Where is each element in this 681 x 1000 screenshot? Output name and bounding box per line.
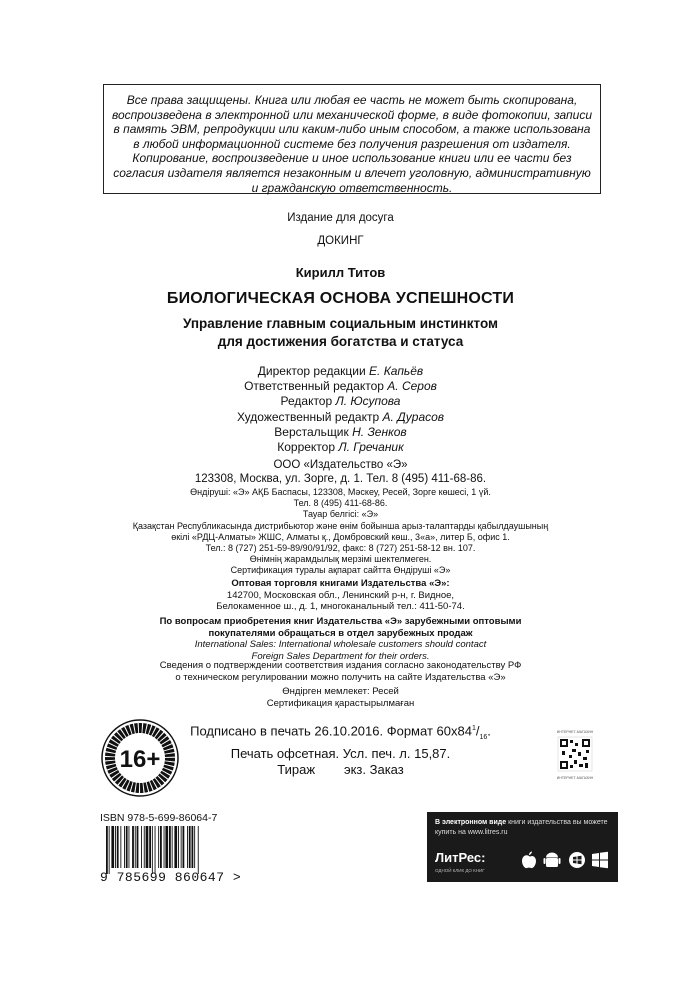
qr-bottom-label: ИНТЕРНЕТ-МАГАЗИН (556, 776, 594, 780)
barcode-bar (129, 826, 130, 868)
qr-code (550, 730, 600, 785)
barcode-bar (149, 826, 151, 868)
subtitle-line-1: Управление главным социальным инстинктом (182, 316, 499, 331)
barcode-bar (126, 826, 128, 868)
origin-info (0, 686, 681, 709)
barcode-bar (164, 826, 165, 868)
barcode-bar (165, 826, 168, 868)
certification-info (0, 660, 681, 683)
print-format: Подписано в печать 26.10.2016. Формат 60х84 (190, 723, 472, 739)
barcode-bar (181, 826, 182, 868)
barcode-bar (172, 826, 173, 868)
wholesale-info (0, 578, 681, 613)
litres-line-1-rest: книги издательства вы можете (506, 819, 608, 826)
credit-role: Ответственный редактор (244, 379, 384, 394)
credit-item (0, 364, 681, 379)
windows-icon (592, 852, 608, 868)
origin-line: Сертификация қарастырылмаған (266, 697, 415, 709)
international-sales (0, 616, 681, 662)
litres-text (435, 818, 608, 838)
android-icon (544, 853, 561, 868)
windows-phone-icon (569, 852, 585, 868)
credit-item (0, 440, 681, 455)
barcode-bar (158, 826, 159, 868)
print-line-2: Печать офсетная. Усл. печ. л. 15,87. (230, 745, 451, 761)
cert-line: Сведения о подтверждении соответствия издания согласно законодательству РФ (159, 660, 522, 671)
barcode-bar (169, 826, 171, 868)
barcode-bar (117, 826, 119, 868)
credit-role: Художественный редактр (236, 409, 380, 424)
credit-item (0, 379, 681, 394)
barcode-bar (115, 826, 116, 868)
barcode-bar (192, 826, 194, 868)
wholesale-line: Белокаменное ш., д. 1, многоканальный тел.: 411-50-74. (216, 601, 465, 613)
barcode-bar (198, 826, 199, 874)
barcode-bar (178, 826, 179, 868)
credit-item (0, 425, 681, 440)
isbn-label: ISBN 978-5-699-86064-7 (100, 812, 218, 824)
intl-heading: покупателями обращаться в отдел зарубежных продаж (208, 627, 473, 639)
barcode-bar (141, 826, 142, 868)
barcode-bar (160, 826, 162, 868)
litres-logo: ЛитРес: (435, 850, 486, 865)
age-rating-badge (100, 718, 180, 798)
apple-icon (522, 852, 536, 869)
barcode-bar (120, 826, 121, 868)
barcode-icon (100, 826, 250, 874)
wholesale-heading: Оптовая торговля книгами Издательства «Э»: (231, 578, 450, 589)
barcode-bar (189, 826, 191, 868)
series-name: ДОКИНГ (317, 235, 364, 247)
book-subtitle (0, 315, 681, 351)
barcode-bar (106, 826, 108, 874)
edition-type: Издание для досуга (287, 212, 394, 224)
print-line-1: Подписано в печать 26.10.2016. Формат $60х84^1/_{16}$. (190, 723, 491, 741)
credit-item (0, 410, 681, 425)
litres-banner (427, 812, 618, 882)
age-rating-icon (100, 718, 180, 798)
kazakh-info (0, 487, 681, 577)
barcode-bar (146, 826, 149, 868)
platform-icons (519, 850, 611, 870)
barcode-bar (194, 826, 195, 868)
kz-line: Өнімнің жарамдылық мерзімі шектелмеген. (249, 554, 432, 565)
barcode-bar (135, 826, 136, 868)
book-title: БИОЛОГИЧЕСКАЯ ОСНОВА УСПЕШНОСТИ (166, 290, 515, 307)
print-line-3: Тираж экз. Заказ (277, 761, 404, 777)
barcode-bar (152, 826, 153, 874)
litres-line-1-bold: В электронном виде (435, 819, 507, 826)
copyright-notice-text: Все права защищены. Книга или любая ее часть не может быть скопирована, воспроизведена в электронной или механической форме, в виде фотокопии, записи в память ЭВМ, репродукции или каким-либо иным способом, а также использована в любой информационной системе без получения разрешения от издателя. Копирование, воспроизведение и иное использование книги или ее части без согласия издателя является незаконным и влечет уголовную, административную и гражданскую ответственность. (111, 93, 593, 195)
print-format-suffix: . (487, 723, 491, 739)
origin-line: Өндірген мемлекет: Ресей (282, 686, 399, 697)
intl-line: Foreign Sales Department for their orders. (251, 650, 430, 662)
print-format-sup: 1 (471, 725, 476, 732)
age-rating-label: 16+ (119, 746, 161, 773)
subtitle-line-2: для достижения богатства и статуса (217, 334, 464, 349)
cert-line: о техническом регулировании можно получить на сайте Издательства «Э» (175, 671, 506, 683)
publisher-info (0, 458, 681, 486)
litres-tagline: ОДНОЙ КЛИК ДО КНИГ (435, 868, 485, 873)
litres-line-1 (435, 818, 608, 828)
wholesale-line: 142700, Московская обл., Ленинский р-н, г. Видное, (226, 589, 455, 601)
kz-line: Тауар белгісі: «Э» (302, 509, 379, 520)
credit-name: А. Серов (387, 379, 437, 394)
barcode-bar (174, 826, 177, 868)
credits-list (0, 364, 681, 455)
kz-line: Тел. 8 (495) 411-68-86. (293, 498, 388, 509)
author-name: Кирилл Титов (295, 265, 386, 280)
credit-role: Верстальщик (274, 424, 349, 439)
credit-role: Директор редакции (257, 364, 366, 378)
barcode-bar (109, 826, 110, 874)
barcode-bar (144, 826, 145, 868)
kz-line: өкілі «РДЦ-Алматы» ЖШС, Алматы қ., Домбровский көш., 3«а», литер Б, офис 1. (171, 531, 510, 542)
credit-role: Корректор (277, 440, 336, 455)
credit-name: Л. Юсупова (335, 394, 401, 409)
credit-role: Редактор (280, 394, 333, 409)
print-format-sub: 16 (479, 733, 488, 741)
kz-line: Тел.: 8 (727) 251-59-89/90/91/92, факс: 8 (727) 251-58-12 вн. 107. (205, 543, 476, 554)
barcode-bar (187, 826, 188, 868)
barcode-bar (137, 826, 139, 868)
barcode-digits: 9 785699 860647 > (100, 870, 242, 885)
credit-name: Е. Капьёв (369, 364, 424, 378)
credit-name: Н. Зенков (352, 424, 407, 439)
barcode-bar (132, 826, 134, 868)
barcode-bar (111, 826, 114, 868)
credit-name: А. Дурасов (382, 409, 445, 424)
publisher-address: 123308, Москва, ул. Зорге, д. 1. Тел. 8 (495) 411-68-86. (194, 473, 487, 485)
intl-line: International Sales: International wholesale customers should contact (194, 639, 487, 651)
litres-line-2: купить на www.litres.ru (435, 829, 508, 836)
kz-line: Өндіруші: «Э» АҚБ Баспасы, 123308, Мәскеу, Ресей, Зорге көшесі, 1 үй. (190, 487, 491, 497)
copyright-notice (103, 84, 601, 194)
credit-name: Л. Гречаник (338, 440, 404, 455)
barcode-bar (124, 826, 125, 868)
publisher-name: ООО «Издательство «Э» (273, 459, 408, 471)
qr-top-label: ИНТЕРНЕТ-МАГАЗИН (556, 730, 594, 734)
kz-line: Қазақстан Республикасында дистрибьютор және өнім бойынша арыз-талаптарды қабылдаушының (132, 520, 549, 531)
kz-line: Сертификация туралы ақпарат сайтта Өндіруші «Э» (230, 565, 451, 576)
barcode-bar (155, 826, 156, 874)
barcode-bar (183, 826, 185, 868)
intl-heading: По вопросам приобретения книг Издательства «Э» зарубежными оптовыми (159, 616, 522, 627)
credit-item (0, 394, 681, 409)
